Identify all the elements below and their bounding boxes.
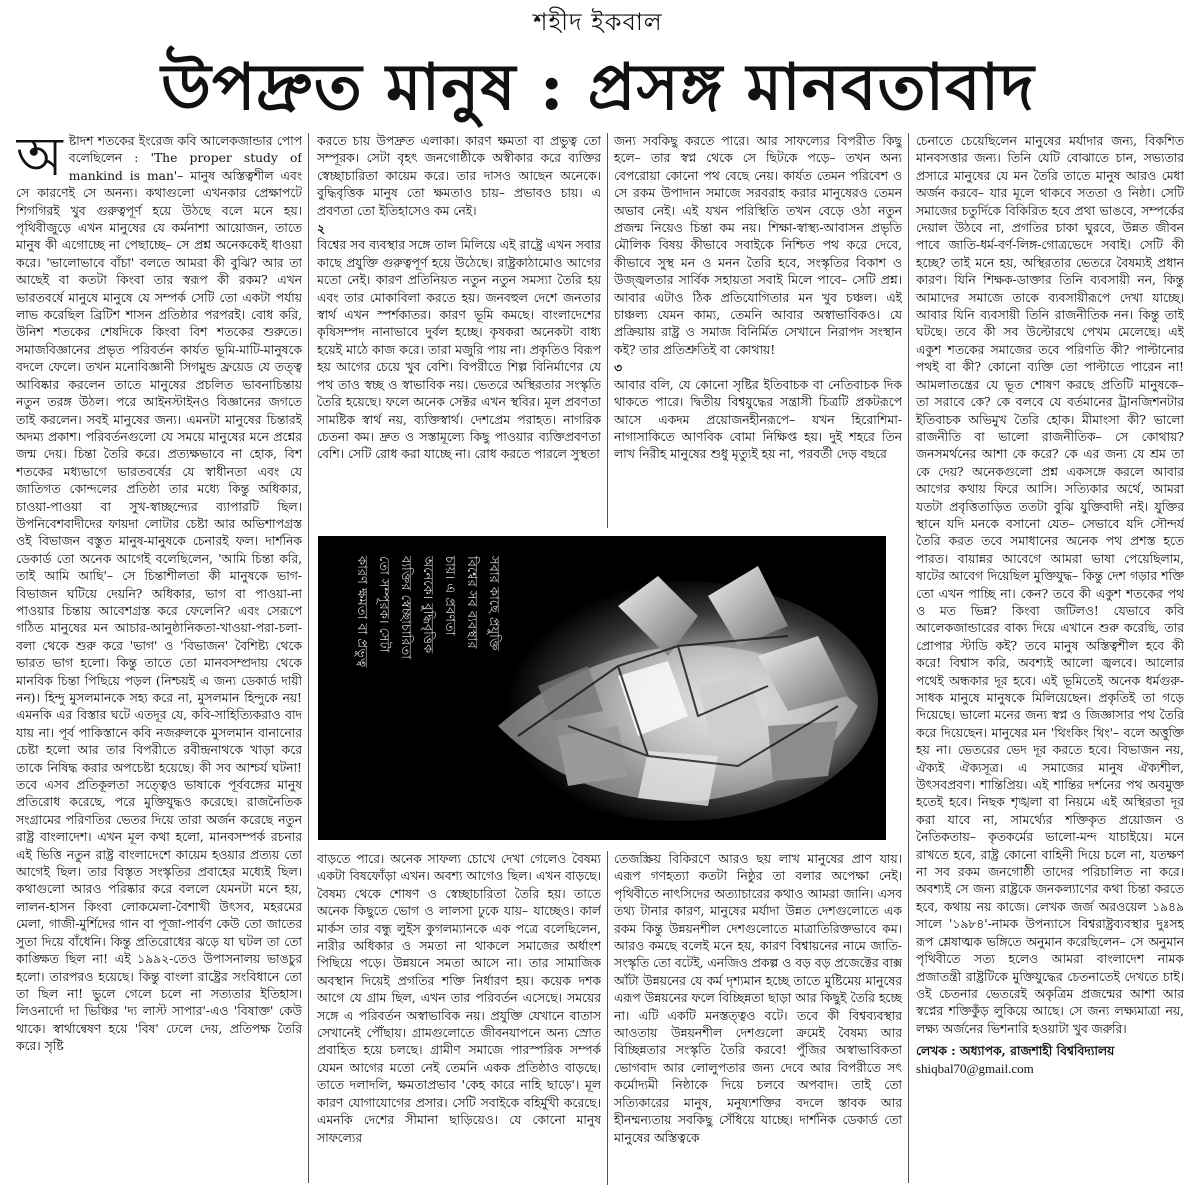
article-column-2-continued <box>317 851 601 1185</box>
body-text: আবার বলি, যে কোনো সৃষ্টির ইতিবাচক বা নেতিবাচক দিক থাকতে পারে। দ্বিতীয় বিশ্বযুদ্ধের সন্ত্রাসী চিত্রটি প্রকটরূপে আসে একদম প্রয়োজনহীনরূপে– যখন হিরোশিমা-নাগাসাকিতে আণবিক বোমা নিক্ষিপ্ত হয়। দুই শহরে তিন লাখ নিরীহ মানুষের শুধু মৃত্যুই হয় না, পরবর্তী দেড় বছরে <box>614 377 902 462</box>
figure-overlay-line: ব্যক্তির স্বেচ্ছাচারিতা <box>398 556 413 660</box>
body-text: চেনাতে চেয়েছিলেন মানুষের মর্যাদার জন্য, বিকশিত মানবসত্তার জন্য। তিনি যেটি বোঝাতে চান, সভ্যতার প্রসারে মানুষের যে মন তৈরি তাতে মানুষ আরও মেধা অর্জন করবে– যার মূলে থাকবে সততা ও নিষ্ঠা। সেটি সমাজের চতুর্দিকে বিকিরিত হবে প্রথা ভাঙবে, সম্পর্কের দেয়াল উঠবে না, প্রগতির চাকা ঘুরবে, উন্নত জীবন পাবে জাতি-ধর্ম-বর্ণ-লিঙ্গ-গোত্রভেদে সবাই। সেটি কী হচ্ছে? তাই মনে হয়, অস্থিরতার ভেতরে বৈষম্যই প্রধান কারণ। যিনি শিক্ষক-ডাক্তার তিনি ব্যবসায়ী নন, কিন্তু আমাদের সমাজে তাকে ব্যবসায়ীরূপে দেখা যাচ্ছে। আবার যিনি ব্যবসায়ী তিনি রাজনীতিক নন। কিন্তু তাই ঘটছে। তবে কী সব উল্টোরথে পেখম মেলেছে। এই একুশ শতকের সমাজের তবে পরিণতি কী? পাল্টানোর পথই বা কী? কোনো ব্যক্তি তো পাল্টাতে পারেন না! আমলাতন্ত্রের যে ভূত শোষণ করছে প্রতিটি মানুষকে– তা সরাবে কে? কে বলবে যে বর্তমানের ট্রানজিশনটার ইতিবাচক অভিমুখ তৈরি হোক। মীমাংসা কী? ভালো রাজনীতি বা ভালো রাজনীতিক– সে কোথায়? জনসমর্থনের আশা কে করে? কে এর জন্য যে শ্রম তা কে দেয়? অনেকগুলো প্রশ্ন একসঙ্গে করলে আবার আগের কথায় ফিরে আসি। সত্যিকার অর্থে, আমরা যতটা প্রবৃত্তিতাড়িত ততটা বুঝি যুক্তিবাদী নই। যুক্তির স্থানে যদি মনকে বসানো যেত– সেভাবে যদি সৌন্দর্য তৈরি করত তবে সমাধানের অনেক পথ প্রশস্ত হতে পারত। বায়ান্নর আবেগে আমরা ভাষা পেয়েছিলাম, ষাটের আবেগ দিয়েছিল মুক্তিযুদ্ধ– কিন্তু দেশ গড়ার শক্তি তো এখন পাচ্ছি না। কেন? তবে কী একুশ শতকের পথ ও মত ভিন্ন? কিংবা জটিলও! যেভাবে কবি আলেকজান্ডারের বাক্য দিয়ে এখানে শুরু করেছি, তার প্রোপার স্টাডি কই? তবে মানুষ অস্তিত্বশীল হবে কী করে! বিশ্বাস করি, অবশ্যই আলো জ্বলবে। আলোর পথেই অন্ধকার দূর হবে। এই ভূমিতেই অনেক ধর্মগুরু-সাধক মানুষে মানুষকে মিলিয়েছেন। প্রকৃতিই তা গড়ে দিয়েছে। ভালো মনের জন্য স্বপ্ন ও জিজ্ঞাসার পথ তৈরি করে দিয়েছেন। মানুষের মন 'থিংকিং থিং'– বলে অত্তুক্তি হয় না। ভেতরের ভেদ দূর করতে হবে। বিভাজন নয়, ঐক্যই ঐক্যসূত্র। এ সমাজের মানুষ ঐক্যশীল, উৎসবপ্রবণ। শান্তিপ্রিয়। এই শান্তির দর্শনের পথ অবমুক্ত হতেই হবে। নিছক শৃঙ্খলা বা নিয়মে এই অস্থিরতা দূর করা যাবে না, সামর্থ্যের শক্তিকৃত প্রয়োজন ও নৈতিকতায়– কৃতকর্মের ভালো-মন্দ যাচাইয়ে। মনে রাখতে হবে, রাষ্ট্র কোনো বাহিনী দিয়ে চলে না, যতক্ষণ না সব রকম জনগোষ্ঠী তাদের পরিচালিত না করে। অবশ্যই সে জন্য রাষ্ট্রকে জনকল্যাণের কথা চিন্তা করতে হবে, কথায় নয় কাজে। লেখক জর্জ অরওয়েল ১৯৪৯ সালে '১৯৮৪'-নামক উপন্যাসে বিশ্বরাষ্ট্রব্যবস্থার দুঃসহ রূপ শ্লেষাত্মক ভঙ্গিতে অনুমান করেছিলেন– সে অনুমান পৃথিবীতে সত্য হলেও আমরা বাংলাদেশ নামক প্রজাতন্ত্রী রাষ্ট্রটিকে মুক্তিযুদ্ধের চেতনাতেই দেখতে চাই। ওই চেতনার ভেতরেই অকৃত্রিম প্রজন্মের আশা আর স্বপ্নের শক্তিকুঁড় লুকিয়ে আছে। সে জন্য লক্ষ্যমাত্রা নয়, লক্ষ্য অর্জনের ভিশনারি হওয়াটা খুব জরুরি। <box>916 134 1184 1036</box>
figure-overlay-line: কারণ ক্ষমতা বা প্রভুত্ব <box>354 556 369 668</box>
drop-cap: অ <box>16 133 63 188</box>
figure-overlay-line: সবার কাছে প্রযুক্তি <box>486 556 501 651</box>
section-number: ৩ <box>614 360 622 376</box>
column-divider <box>908 133 909 1183</box>
body-text: বিশ্বের সব ব্যবস্থার সঙ্গে তাল মিলিয়ে এই রাষ্ট্রে এখন সবার কাছে প্রযুক্তি গুরুত্বপূর্ণ হয়ে উঠেছে। রাষ্ট্রকাঠামোও আগের মতো নেই। কারণ প্রতিনিয়ত নতুন নতুন সমস্যা তৈরি হয় এবং তার মোকাবিলা করতে হয়। জনবহুল দেশে জনতার স্বার্থ এখন স্পর্শকাতর। কারণ ভূমি কমছে। বাংলাদেশের কৃষিসম্পদ নানাভাবে দুর্বল হচ্ছে। কৃষকরা অনেকটা বাধ্য হয়েই মাঠে কাজ করে। তারা মজুরি পায় না। প্রকৃতিও বিরূপ হয় আগের চেয়ে খুব বেশি। বিপরীতে শিল্প বিনির্মাণের যে পথ তাও স্বচ্ছ ও স্বাভাবিক নয়। ভেতরে অস্থিরতার সংস্কৃতি তৈরি হয়েছে। ফলে অনেক সেক্টর এখন স্থবির। মূল প্রবণতা সামষ্টিক স্বার্থ নয়, ব্যক্তিস্বার্থ। দেশপ্রেম পরাহত। নাগরিক চেতনা কম। দ্রুত ও সস্তামূল্যে কিছু পাওয়ার ব্যক্তিপ্রবণতা বেশি। সেটি রোধ করা যাচ্ছে না। রোধ করতে পারলে সুস্থতা <box>317 238 601 462</box>
author-name: শহীদ ইকবাল <box>533 8 663 36</box>
article-column-1 <box>16 133 302 1185</box>
body-text: বাড়তে পারে। অনেক সাফল্য চোখে দেখা গেলেও বৈষম্য একটা বিষফোঁড়া এখন। অবশ্য আগেও ছিল। এখন বাড়ছে। বৈষম্য থেকে শোষণ ও স্বেচ্ছাচারিতা তৈরি হয়। তাতে অনেক কিছুতে ভোগ ও লালসা ঢুকে যায়– যাচ্ছেও। কার্ল মার্কস তার বন্ধু লুইস কুগলম্যানকে এক পত্রে বলেছিলেন, নারীর অধিকার ও সমতা না থাকলে সমাজের অর্ধাংশ পিছিয়ে পড়ে। উন্নয়নে সমতা আসে না। তার সামাজিক অবস্থান দিয়েই প্রগতির শক্তি নির্ধারণ হয়। কয়েক দশক আগে যে গ্রাম ছিল, এখন তার পরিবর্তন এসেছে। সময়ের সঙ্গে এ পরিবর্তন অস্বাভাবিক নয়। প্রযুক্তি যেখানে বাতাস সেখানেই পৌঁছায়। গ্রামগুলোতে জীবনযাপনে অন্য স্রোত প্রবাহিত হয়ে চলছে। গ্রামীণ সমাজে পারস্পরিক সম্পর্ক যেমন আগের মতো নেই তেমনি একক প্রতিষ্ঠাও বাড়ছে। তাতে দলাদলি, ক্ষমতাপ্রভাব 'কেহ কারে নাহি ছাড়ে'। মূল কারণ যোগাযোগের প্রসার। সেটি সবাইকে বহির্মুখী করেছে। এমনকি দেশের সীমানা ছাড়িয়েও। যে কোনো মানুষ সাফল্যের <box>317 852 601 1145</box>
headline: উপদ্রুত মানুষ : প্রসঙ্গ মানবতাবাদ <box>161 50 1035 125</box>
body-text: করতে চায় উপদ্রুত এলাকা। কারণ ক্ষমতা বা প্রভুত্ব তো সম্পূরক। সেটা বৃহৎ জনগোষ্ঠীকে অস্বীকার করে ব্যক্তির স্বেচ্ছাচারিতা কায়েম করে। তার দাসও আছেন অনেকে। বুদ্ধিবৃত্তিক মানুষ তো ক্ষমতাও চায়– প্রভাবও চায়। এ প্রবণতা তো ইতিহাসেও কম নেই। <box>317 134 601 218</box>
section-number: ২ <box>317 221 325 237</box>
author-byline: লেখক : অধ্যাপক, রাজশাহী বিশ্ববিদ্যালয় <box>916 1043 1115 1059</box>
body-text: ষ্টাদশ শতকের ইংরেজ কবি আলেকজান্ডার পোপ বলেছিলেন : 'The proper study of mankind is man'– মানুষ অস্তিত্বশীল এবং সে কারণেই সে অনন্য। কথাগুলো এখনকার প্রেক্ষাপটে শিগগিরই খুব গুরুত্বপূর্ণ হয়ে উঠছে বলে মনে হয়। পৃথিবীজুড়ে এখন মানুষের যে কর্মনাশা আয়োজন, তাতে মানুষ কী এগোচ্ছে না পেছাচ্ছে– সে প্রশ্ন অনেককেই ধাওয়া করে। 'ভালোভাবে বাঁচা' বলতে আমরা কী বুঝি? আর তা আছেই বা কতটা কিংবা তার স্বরূপ কী রকম? এখন ভারতবর্ষে মানুষে মানুষে যে সম্পর্ক সেটি তো একটা পর্যায় লাভ করেছিল ব্রিটিশ শাসন প্রতিষ্ঠার পরপরই। বোধ করি, উনিশ শতকের শেষদিকে কিংবা বিশ শতকের শুরুতে। সমাজবিজ্ঞানের প্রভৃত পরিবর্তন কার্যত ভূমি-মাটি-মানুষকে বদলে ফেলে। তখন মনোবিজ্ঞানী সিগমুন্ড ফ্রয়েড যে তত্ত্ব আবিষ্কার করলেন তাতে মানুষের প্রচলিত ভাবনাচিন্তায় নতুন তরঙ্গ উঠল। পরে আইনস্টাইনও বিজ্ঞানের জগতে তাই করলেন। সবই মানুষের জন্য। এমনটা মানুষের চিন্তারই অদম্য প্রকাশ। পরিবর্তনগুলো যে সময়ে মানুষের মনে প্রশ্নের জন্ম দেয়। চিন্তা তৈরি করে। প্রত্যক্ষভাবে না হোক, বিশ শতকের মধ্যভাগে ভারতবর্ষের যে স্বাধীনতা এবং যে জাতিগত কোন্দলের প্রতিষ্ঠা তার মধ্যে কিন্তু অধিকার, চাওয়া-পাওয়া বা সুখ-স্বাচ্ছন্দ্যের ব্যাপারটি ছিল। উপনিবেশবাদীদের ফায়দা লোটার চেষ্টা আর অভিশাপগ্রস্ত ওই বিভাজন বস্তুত মানুষ-মানুষকে চেনারই ফল। দার্শনিক ডেকার্ড তো অনেক আগেই বলেছিলেন, 'আমি চিন্তা করি, তাই আমি আছি'– সে চিন্তাশীলতা কী মানুষকে ভাগ-বিভাজন ঘটিয়ে দেয়নি? অধিকার, ভাগ বা পাওয়া-না পাওয়ার চিন্তায় আবেশগ্রস্ত করে ফেলেনি? এবং সেরূপে গঠিত মানুষের মন আচার-আনুষ্ঠানিকতা-খাওয়া-পরা-চলা-বলা থেকে শুরু করে 'ভাগ' ও 'বিভাজন' বৈশিষ্ট্য থেকে ভারত ভাগ হলো। কিন্তু তাতে তো মানবসম্প্রদায় থেকে মানবিক চিন্তা পিছিয়ে পড়ল (নিশ্চয়ই এ জন্য ডেকার্ড দায়ী নন)। হিন্দু মুসলমানকে সহ্য করে না, মুসলমান হিন্দুকে নয়! এমনকি এর বিস্তার ঘটে এতদূর যে, কবি-সাহিত্যিকরাও বাদ যায় না। পূর্ব পাকিস্তানে কবি নজরুলকে মুসলমান বানানোর চেষ্টা হলো আর তার বিপরীতে রবীন্দ্রনাথকে খাড়া করে তাকে নিষিদ্ধ করার অপচেষ্টা হয়েছে। কী সব আশ্চর্য ঘটনা! তবে এসব প্রতিকূলতা সত্ত্বেও ভাষাকে পূর্ববঙ্গের মানুষ প্রতিরোধ করেছে, পরে মুক্তিযুদ্ধও করেছে। রাজনৈতিক সংগ্রামের পরিণতির ভেতর দিয়ে তারা অর্জন করেছে নতুন রাষ্ট্র বাংলাদেশ। এখন মূল কথা হলো, মানবসম্পর্ক রচনার এই ভিত্তি নতুন রাষ্ট্র বাংলাদেশে কায়েম হওয়ার প্রত্যয় তো আগেই ছিল। তার বিস্তৃত সংস্কৃতির প্রবাহের মধ্যেই ছিল। কথাগুলো আরও পরিষ্কার করে বললে যেমনটা মনে হয়, লালন-হাসন কিংবা লোকমেলা-বৈশাখী উৎসব, মহরমের মেলা, গাজী-মুর্শিদের গান বা পূজা-পার্বণ কেউ তো জাতের সুতা দিয়ে বাঁধেনি। কিন্তু প্রতিরোধের ঝড়ে যা ঘটল তা তো কাঙ্ক্ষিত ছিল না! এই ১৯৯২-তেও উপাসনালয় ভাঙচুর হলো। তারপরও হয়েছে। কিন্তু বাংলা রাষ্ট্রের সংবিধানে তো তা ছিল না! ভুলে গেলে চলে না সত্যতার ইতিহাস। লিওনার্দো দা ভিঞ্চির 'দ্য লাস্ট সাপার'-এও 'বিষাক্ত' কেউ থাকে। স্বার্থান্বেষণ হয়ে 'বিষ' ঢেলে দেয়, প্রতিপক্ষ তৈরি করে। সৃষ্টি <box>16 134 302 1054</box>
figure-overlay-line: চায়। এ প্রবণতা <box>442 556 457 636</box>
illustration-shattered-face <box>318 536 886 840</box>
article-column-2 <box>317 133 601 528</box>
body-text: তেজস্ক্রিয় বিকিরণে আরও ছয় লাখ মানুষের প্রাণ যায়। এরূপ গণহত্যা কতটা নিষ্ঠুর তা বলার অপেক্ষা নেই। পৃথিবীতে নাৎসিদের অত্যাচারের কথাও আমরা জানি। এসব তথ্য টানার কারণ, মানুষের মর্যাদা উন্নত দেশগুলোতে এক রকম কিন্তু উন্নয়নশীল দেশগুলোতে মাত্রাতিরিক্তভাবে কম। আরও কমছে বলেই মনে হয়, কারণ বিশ্বায়নের নামে জাতি-সংস্কৃতি তো বটেই, এনজিও প্রকল্প ও বড় বড় প্রজেক্টের বাক্স আঁটা উন্নয়নের যে কর্ম দৃশ্যমান হচ্ছে তাতে মুষ্টিমেয় মানুষের এরূপ উন্নয়নের ফলে বিচ্ছিন্নতা ছাড়া আর কিছুই তৈরি হচ্ছে না। এটি একটি মনস্তত্ত্বও বটে। তবে কী বিশ্বব্যবস্থার আওতায় উন্নয়নশীল দেশগুলো ক্রমেই বৈষম্য আর বিচ্ছিন্নতার সংস্কৃতি তৈরি করবে! পুঁজির অস্বাভাবিকতা ভোগবাদ আর লোলুপতার জন্য দেবে আর বিপরীতে সৎ কর্মোদ্যমী নিষ্ঠাকে দিয়ে চলবে অপবাদ। তাই তো সত্যিকারের মানুষ, মনুষ্যশক্তির বদলে স্তাবক আর হীনম্মন্যতায় সবকিছু সেঁধিয়ে যাচ্ছে। দার্শনিক ডেকার্ড তো মানুষের অস্তিত্বকে <box>614 852 902 1145</box>
article-column-3-continued <box>614 851 902 1185</box>
column-divider <box>607 851 608 1185</box>
figure-overlay-line: তো সম্পূরক। সেটা <box>376 556 391 653</box>
figure-overlay-line: অনেকে। বুদ্ধিবৃত্তিক <box>420 556 435 654</box>
article-column-4 <box>916 133 1184 1185</box>
author-email: shiqbal70@gmail.com <box>916 1060 1034 1076</box>
figure-overlay-line: বিশ্বের সব ব্যবস্থার <box>464 556 479 649</box>
column-divider <box>607 133 608 528</box>
article-column-3 <box>614 133 902 528</box>
illustration-graphic <box>318 536 886 840</box>
column-divider <box>308 133 309 1183</box>
body-text: জন্য সবকিছু করতে পারে। আর সাফল্যের বিপরীত কিছু হলে– তার স্বপ্ন থেকে সে ছিটকে পড়ে– তখন অন্য বেপরোয়া কোনো পথ বেছে নেয়। কার্যত তেমন পরিবেশ ও সে রকম উপাদান সমাজে সরবরাহ করার মানুষেরও তেমন অভাব নেই। এই যখন পরিস্থিতি তখন বেড়ে ওঠা নতুন প্রজন্ম নিয়েও চিন্তা কম নয়। শিক্ষা-স্বাস্থ্য-আবাসন প্রভৃতি মৌলিক বিষয় কীভাবে সবাইকে নিশ্চিত পথ করে দেবে, কীভাবে সুস্থ মন ও মনন তৈরি হবে, সংস্কৃতির বিকাশ ও উজ্জ্বলতার সার্বিক সহায়তা সবাই মিলে পাবে– সেটি প্রশ্ন। আবার এটাও ঠিক প্রতিযোগিতার মন খুব চঞ্চল। এই চাঞ্চল্য যেমন কাম্য, তেমনি আবার অস্বাভাবিকও। যে প্রক্রিয়ায় রাষ্ট্র ও সমাজ বিনির্মিত সেখানে নিরাপদ সংস্থান কই? তার প্রতিশ্রুতিই বা কোথায়! <box>614 134 902 357</box>
